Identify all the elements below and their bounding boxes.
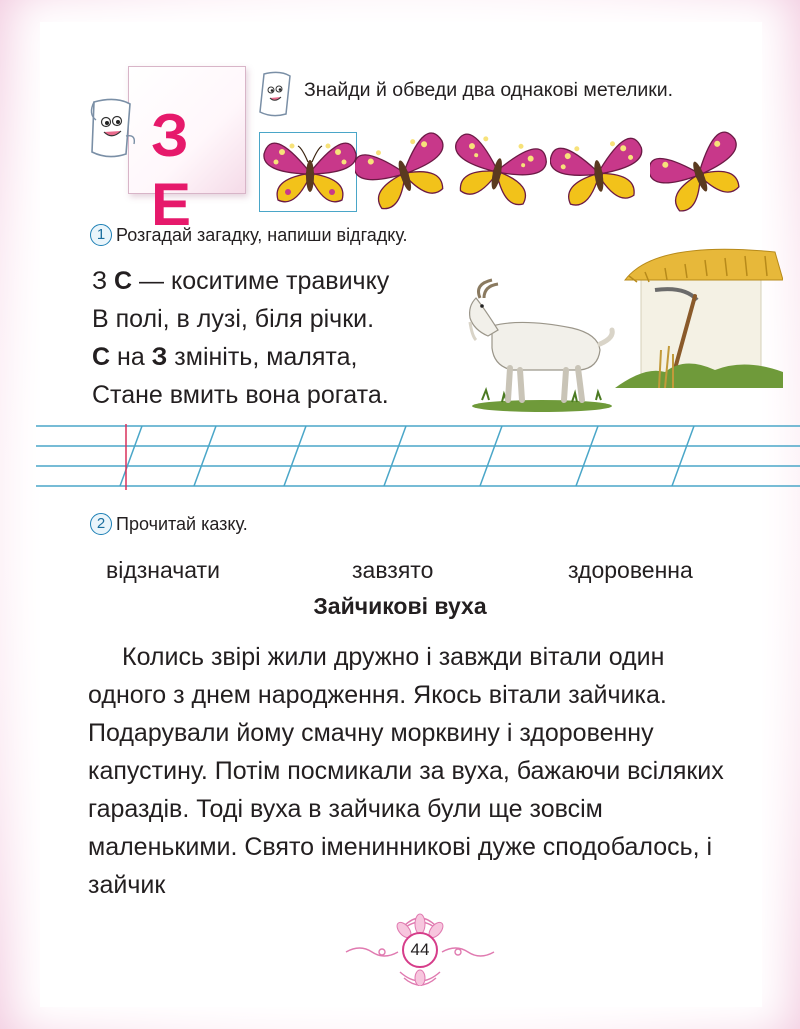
letter-card [128, 66, 246, 238]
vocab-word: відзначати [106, 557, 220, 583]
goat-illustration [462, 278, 622, 414]
page-number: 44 [402, 932, 438, 968]
riddle-line-2: В полі, в лузі, біля річки. [92, 305, 375, 333]
story-paragraph: Колись звірі жили дружно і завжди вітали один одного з днем народження. Якось вітали зайчика. Подарували йому смачну морквину і здоровенну капустину. Потім посмикали за вуха, бажаючи всіляких гараздів. Тоді вуха в зайчика були ще зовсім маленькими. Свято іменинникові дуже сподобалось, і зайчик [88, 643, 724, 899]
butterfly-icon[interactable] [262, 130, 358, 210]
butterfly-icon[interactable] [650, 130, 746, 212]
butterfly-icon[interactable] [448, 128, 548, 208]
task-2-title: Прочитай казку. [116, 513, 248, 534]
task-1-number-badge: 1 [90, 224, 112, 246]
task-2-heading [90, 513, 248, 535]
story-text [88, 638, 728, 904]
riddle-line-3: С на З змініть, малята, [92, 343, 358, 371]
task-1-heading [90, 224, 408, 246]
riddle-text [92, 262, 389, 414]
paper-task-icon [256, 70, 298, 120]
scythe-illustration [615, 246, 783, 388]
paper-mascot-icon [86, 96, 138, 162]
riddle-line-1: З С — коситиме травичку [92, 267, 390, 295]
task-instruction: Знайди й обведи два однакові метелики. [304, 79, 674, 101]
butterfly-icon[interactable] [355, 130, 451, 210]
letters-title: З Е [151, 102, 196, 238]
handwriting-lines[interactable] [36, 424, 800, 490]
riddle-line-4: Стане вмить вона рогата. [92, 381, 389, 409]
task-2-number-badge: 2 [90, 513, 112, 535]
story-title: Зайчикові вуха [313, 593, 487, 619]
butterfly-icon[interactable] [550, 130, 646, 210]
vocab-word: завзято [352, 557, 434, 583]
vocab-word: здоровенна [568, 557, 693, 583]
task-1-title: Розгадай загадку, напиши відгадку. [116, 224, 408, 245]
